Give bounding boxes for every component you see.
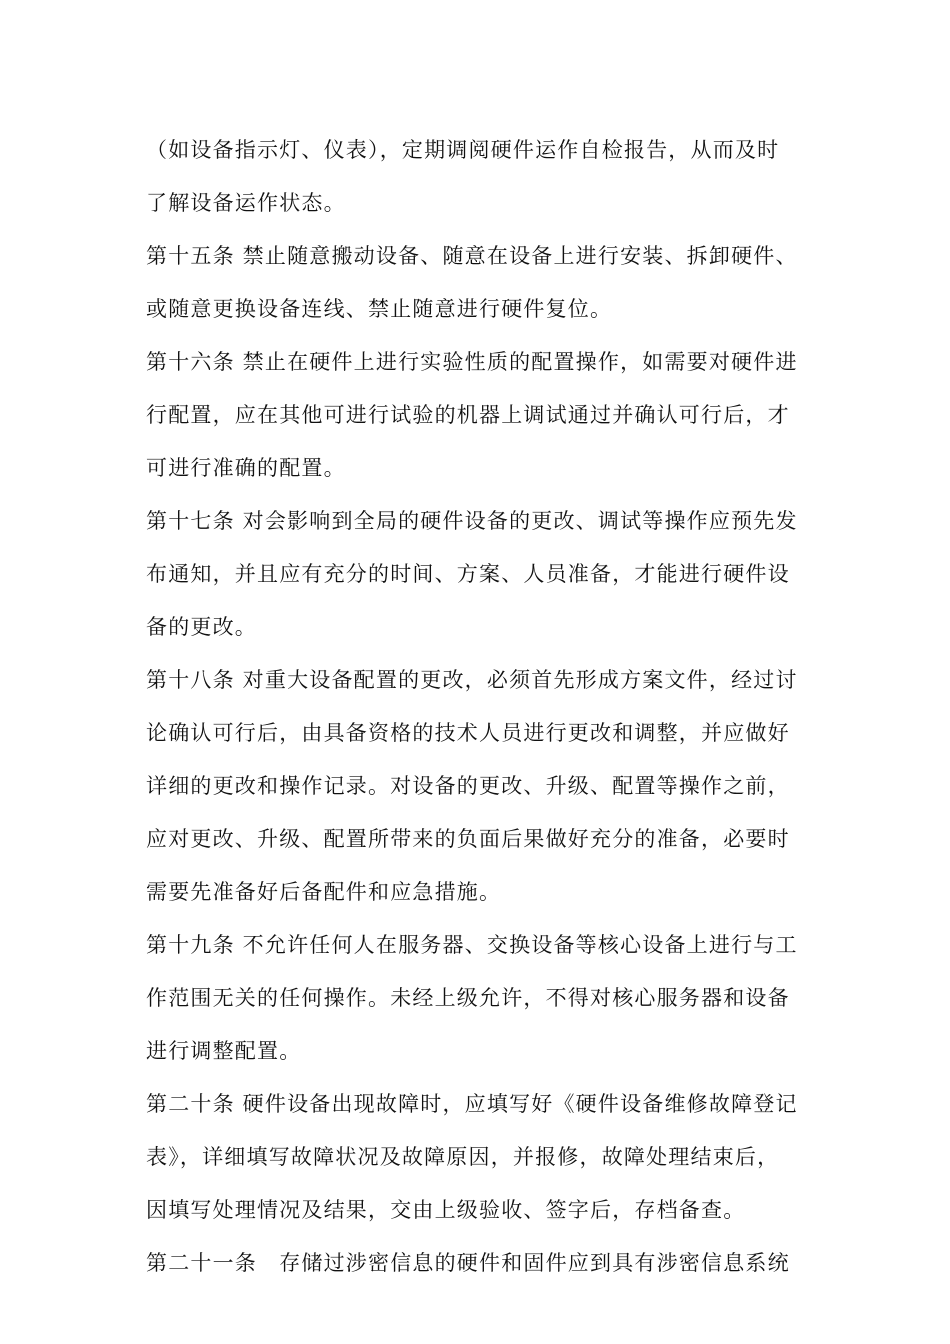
text-line: 行配置，应在其他可进行试验的机器上调试通过并确认可行后，才 bbox=[146, 403, 790, 427]
text-line: 第十八条 对重大设备配置的更改，必须首先形成方案文件，经过讨 bbox=[146, 668, 798, 692]
text-line: 布通知，并且应有充分的时间、方案、人员准备，才能进行硬件设 bbox=[146, 562, 790, 586]
text-line: （如设备指示灯、仪表），定期调阅硬件运作自检报告，从而及时 bbox=[146, 138, 780, 162]
text-line: 需要先准备好后备配件和应急措施。 bbox=[146, 880, 502, 904]
text-line: 可进行准确的配置。 bbox=[146, 456, 346, 480]
text-line: 因填写处理情况及结果，交由上级验收、签字后，存档备查。 bbox=[146, 1198, 746, 1222]
text-line: 表》，详细填写故障状况及故障原因，并报修，故障处理结束后， bbox=[146, 1145, 780, 1169]
text-line: 第二十条 硬件设备出现故障时，应填写好《硬件设备维修故障登记 bbox=[146, 1092, 798, 1116]
text-line: 或随意更换设备连线、禁止随意进行硬件复位。 bbox=[146, 297, 613, 321]
text-line: 第十九条 不允许任何人在服务器、交换设备等核心设备上进行与工 bbox=[146, 933, 798, 957]
text-line: 论确认可行后，由具备资格的技术人员进行更改和调整，并应做好 bbox=[146, 721, 790, 745]
text-line: 了解设备运作状态。 bbox=[146, 191, 346, 215]
text-line: 第十六条 禁止在硬件上进行实验性质的配置操作，如需要对硬件进 bbox=[146, 350, 798, 374]
text-line: 详细的更改和操作记录。对设备的更改、升级、配置等操作之前， bbox=[146, 774, 790, 798]
text-line: 第十七条 对会影响到全局的硬件设备的更改、调试等操作应预先发 bbox=[146, 509, 798, 533]
text-line: 应对更改、升级、配置所带来的负面后果做好充分的准备，必要时 bbox=[146, 827, 790, 851]
text-line: 进行调整配置。 bbox=[146, 1039, 302, 1063]
text-line: 第二十一条 存储过涉密信息的硬件和固件应到具有涉密信息系统 bbox=[146, 1251, 790, 1275]
document-body bbox=[146, 130, 796, 1296]
text-line: 作范围无关的任何操作。未经上级允许，不得对核心服务器和设备 bbox=[146, 986, 790, 1010]
text-line: 备的更改。 bbox=[146, 615, 257, 639]
text-line: 第十五条 禁止随意搬动设备、随意在设备上进行安装、拆卸硬件、 bbox=[146, 244, 798, 268]
